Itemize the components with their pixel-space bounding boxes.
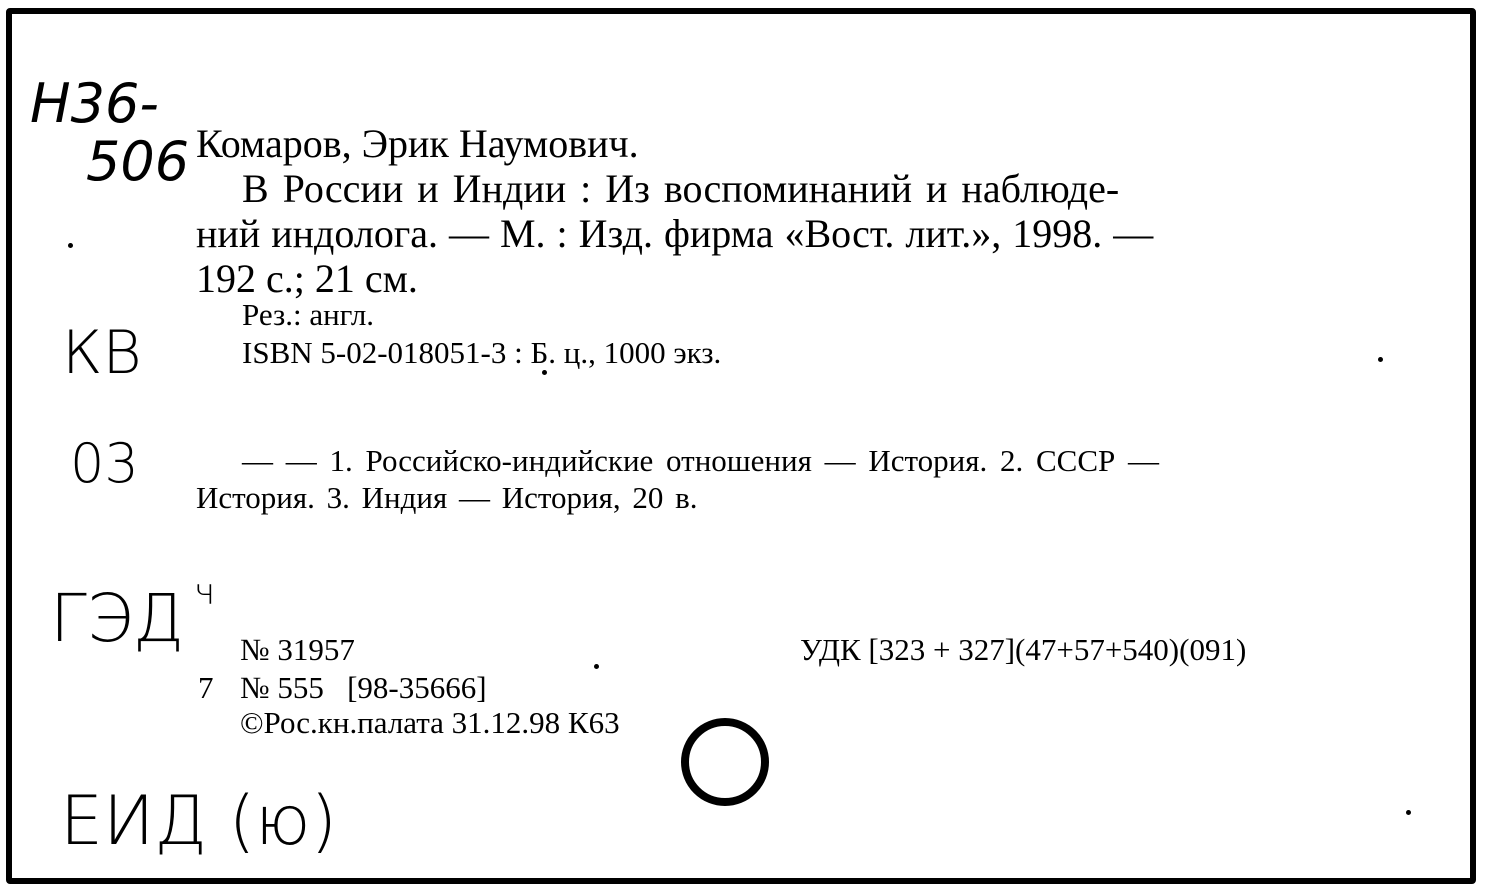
title-line-1: В России и Индии : Из воспоминаний и наблюде- [242, 166, 1120, 211]
handwritten-eid: ЕИД (ю) [60, 782, 338, 861]
speck [594, 664, 599, 669]
copyright-line: ©Рос.кн.палата 31.12.98 К63 [240, 705, 620, 740]
punched-hole [685, 722, 765, 802]
handwritten-gyod: ГЭД [50, 580, 185, 657]
handwritten-code-top: Н36- [30, 72, 159, 135]
author-heading: Комаров, Эрик Наумович. [196, 121, 639, 166]
title-line-3: 192 с.; 21 см. [196, 256, 418, 301]
speck [1406, 810, 1411, 815]
title-line-2: ний индолога. — М. : Изд. фирма «Вост. лит.», 1998. — [196, 211, 1154, 256]
subjects-line-2: История. 3. Индия — История, 20 в. [196, 480, 698, 515]
isbn-line: ISBN 5-02-018051-3 : Б. ц., 1000 экз. [242, 335, 722, 370]
handwritten-superscript: ч [194, 572, 216, 613]
handwritten-code-bottom: 506 [86, 130, 190, 193]
speck [68, 243, 73, 248]
udk-code: УДК [323 + 327](47+57+540)(091) [800, 632, 1247, 667]
subjects-line-1: — — 1. Российско-индийские отношения — История. 2. СССР — [242, 443, 1160, 478]
handwritten-kv: КВ [62, 318, 142, 388]
card-numeral: 7 [198, 670, 214, 705]
handwritten-o3: 03 [70, 432, 139, 495]
speck [1378, 357, 1383, 362]
record-number: № 31957 [240, 632, 355, 667]
summary-note: Рез.: англ. [242, 297, 375, 332]
order-number: № 555 [98-35666] [240, 670, 487, 705]
speck [542, 370, 547, 375]
